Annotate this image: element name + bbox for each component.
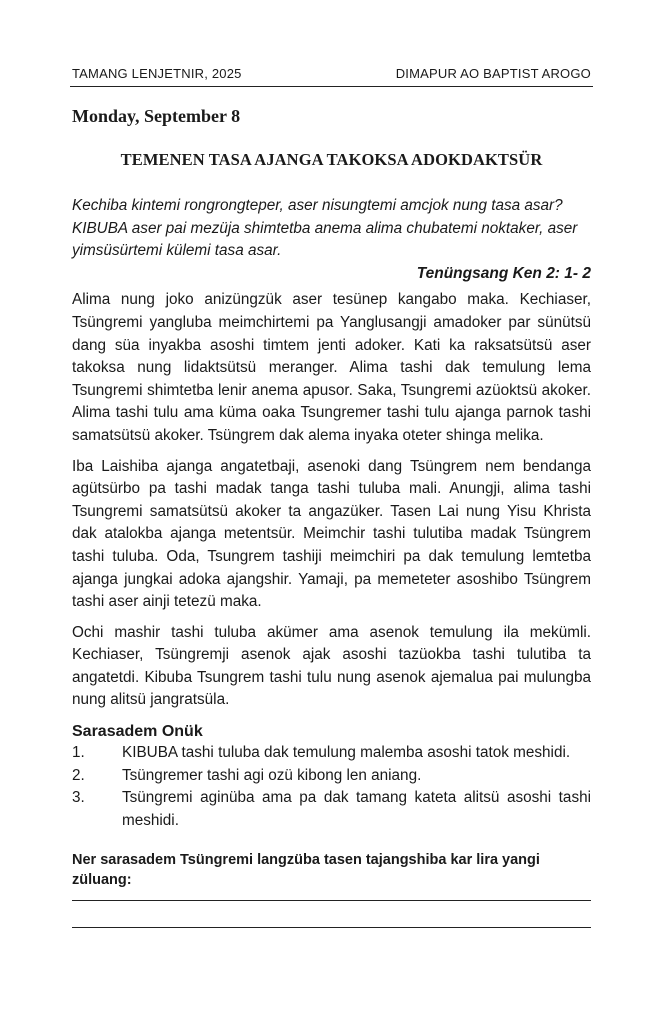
scripture-reference: Tenüngsang Ken 2: 1- 2 [416, 264, 591, 282]
list-item-number: 2. [72, 766, 85, 784]
body-paragraph: Alima nung joko anizüngzük aser tesünep kangabo maka. Kechiaser, Tsüngremi yangluba meimchirtemi pa Yanglusangji amadoker par sünütsü dang süa inyakba asoshi timtem jenti adoker. Kati ka raksatsütsü aser takoksa nung lidaktsütsü meranger. Alima tashi dak temulung lema Tsungremi shimtetba lenir anema apusor. Saka, Tsungremi azüoktsü akoker. Alima tashi tulu ama küma oaka Tsungremer tashi tulu ajanga parnok tashi samatsütsü akoker. Tsüngrem dak alema inyaka oteter shinga melika. [72, 291, 591, 444]
running-header [72, 66, 591, 81]
reflection-list [72, 742, 591, 832]
list-item-text: Tsüngremi aginüba ama pa dak tamang kateta alitsü asoshi tashi meshidi. [122, 789, 591, 829]
list-item-number: 1. [72, 744, 85, 762]
header-right-title: DIMAPUR AO BAPTIST AROGO [395, 66, 591, 81]
body-paragraph: Iba Laishiba ajanga angatetbaji, asenoki dang Tsüngrem nem bendanga agütsürbo pa tashi madak tanga tashi tuluba mali. Anungji, alima tashi Tsungremi samatsütsü akoker ta angazüker. Tasen Lai nung Yisu Khrista dak atalokba ajanga metentsür. Meimchir tashi tulutiba madak Tsüngrem tashi tuluba. Oda, Tsungrem tashiji meimchiri pa dak temulung lemtetba ajanga jungkai adoka ajangshir. Yamaji, pa memeteter asoshibo Tsüngrem tashi aser ainji tetezü maka. [72, 457, 591, 611]
answer-line [72, 927, 591, 928]
answer-area [72, 900, 591, 928]
list-item [72, 765, 591, 788]
list-item [72, 787, 591, 832]
list-item-text: KIBUBA tashi tuluba dak temulung malemba asoshi tatok meshidi. [122, 744, 571, 762]
list-item [72, 742, 591, 765]
scripture-quote: Kechiba kintemi rongrongteper, aser nisungtemi amcjok nung tasa asar? KIBUBA aser pai mezüja shimtetba anema alima chubatemi noktaker, aser yimsüsürtemi külemi tasa asar. [72, 197, 578, 260]
prayer-prompt: Ner sarasadem Tsüngremi langzüba tasen tajangshiba kar lira yangi züluang: [72, 852, 540, 889]
body-paragraph: Ochi mashir tashi tuluba akümer ama asenok temulung ila mekümli. Kechiaser, Tsüngremji asenok ajak asoshi tazüokba tashi tulutiba ta angatetdi. Kibuba Tsungrem tashi tulu nung asenok ajemalua pai mulungba nung alitsü jangratsüla. [72, 623, 591, 709]
header-left-title: TAMANG LENJETNIR, 2025 [72, 66, 242, 81]
page-date: Monday, September 8 [72, 106, 241, 126]
page-title: TEMENEN TASA AJANGA TAKOKSA ADOKDAKTSÜR [120, 150, 543, 169]
devotional-content [72, 195, 591, 954]
list-item-text: Tsüngremer tashi agi ozü kibong len aniang. [122, 766, 422, 784]
reflection-title: Sarasadem Onük [72, 723, 203, 741]
answer-line [72, 900, 591, 901]
header-divider [70, 86, 593, 87]
list-item-number: 3. [72, 789, 85, 807]
